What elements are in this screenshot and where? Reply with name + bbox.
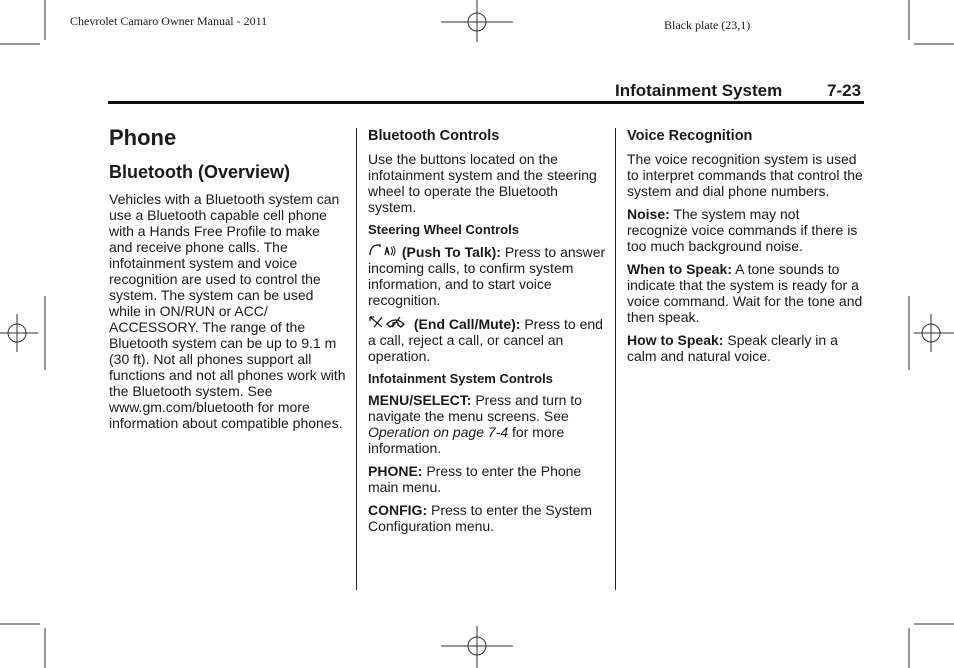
menu-select-label: MENU/SELECT: bbox=[368, 392, 472, 408]
end-call-entry bbox=[368, 315, 606, 364]
how-to-speak-text: Speak clearly in a calm and natural voice. bbox=[627, 332, 838, 364]
column-3 bbox=[627, 126, 863, 371]
push-to-talk-text: Press to answer incoming calls, to confirm system information, and to start voice recognition. bbox=[368, 244, 606, 308]
column-2 bbox=[368, 126, 606, 541]
steering-wheel-controls-heading: Steering Wheel Controls bbox=[368, 222, 519, 237]
bluetooth-overview-heading: Bluetooth (Overview) bbox=[109, 162, 291, 182]
voice-recognition-heading: Voice Recognition bbox=[627, 128, 753, 144]
menu-select-entry bbox=[368, 392, 606, 456]
bluetooth-controls-heading: Bluetooth Controls bbox=[368, 128, 500, 144]
infotainment-controls-heading: Infotainment System Controls bbox=[368, 371, 553, 386]
column-divider bbox=[356, 128, 357, 590]
manual-title: Chevrolet Camaro Owner Manual - 2011 bbox=[70, 14, 268, 28]
how-to-speak-entry bbox=[627, 332, 863, 364]
page-number: 7-23 bbox=[827, 81, 862, 100]
noise-text: The system may not recognize voice commands if there is too much background noise. bbox=[627, 206, 858, 254]
phone-label: PHONE: bbox=[368, 463, 423, 479]
how-to-speak-label: How to Speak: bbox=[627, 332, 724, 348]
black-plate-label: Black plate (23,1) bbox=[664, 18, 751, 32]
phone-entry bbox=[368, 463, 606, 495]
end-call-text: Press to end a call, reject a call, or cancel an operation. bbox=[368, 316, 603, 364]
operation-page-reference[interactable]: Operation on page 7-4 bbox=[368, 424, 509, 440]
header-rule bbox=[108, 101, 864, 104]
page-title: Phone bbox=[109, 125, 177, 150]
bluetooth-controls-intro: Use the buttons located on the infotainment system and the steering wheel to operate the Bluetooth system. bbox=[368, 151, 597, 215]
column-1 bbox=[109, 126, 347, 438]
config-entry bbox=[368, 502, 606, 534]
config-label: CONFIG: bbox=[368, 502, 428, 518]
bluetooth-overview-text: Vehicles with a Bluetooth system can use a Bluetooth capable cell phone with a Hands Free Profile to make and receive phone calls. The infotainment system and voice recognition are used to control the system. The system can be used while in ON/RUN or ACC/ ACCESSORY. The range of the Bluetooth system can be up to 9.1 m (30 ft). Not all phones support all functions and not all phones work with the Bluetooth system. See www.gm.com/bluetooth for more information about compatible phones. bbox=[109, 191, 346, 431]
end-call-mute-icon bbox=[368, 316, 410, 332]
noise-label: Noise: bbox=[627, 206, 670, 222]
noise-entry bbox=[627, 206, 863, 254]
when-to-speak-label: When to Speak: bbox=[627, 261, 733, 277]
config-text: Press to enter the System Configuration menu. bbox=[368, 502, 593, 534]
menu-select-tail: for more information. bbox=[368, 424, 565, 456]
when-to-speak-text: A tone sounds to indicate that the system is ready for a voice command. Wait for the tone and then speak. bbox=[627, 261, 863, 325]
column-divider bbox=[615, 128, 616, 590]
section-title: Infotainment System bbox=[615, 81, 783, 100]
push-to-talk-label: (Push To Talk): bbox=[401, 244, 501, 260]
end-call-label: (End Call/Mute): bbox=[413, 316, 521, 332]
phone-text: Press to enter the Phone main menu. bbox=[368, 463, 582, 495]
when-to-speak-entry bbox=[627, 261, 863, 325]
voice-recognition-intro: The voice recognition system is used to interpret commands that control the system and dial phone numbers. bbox=[627, 151, 863, 199]
push-to-talk-entry bbox=[368, 243, 606, 308]
push-to-talk-icon bbox=[368, 244, 398, 260]
menu-select-text: Press and turn to navigate the menu screens. See bbox=[368, 392, 582, 424]
